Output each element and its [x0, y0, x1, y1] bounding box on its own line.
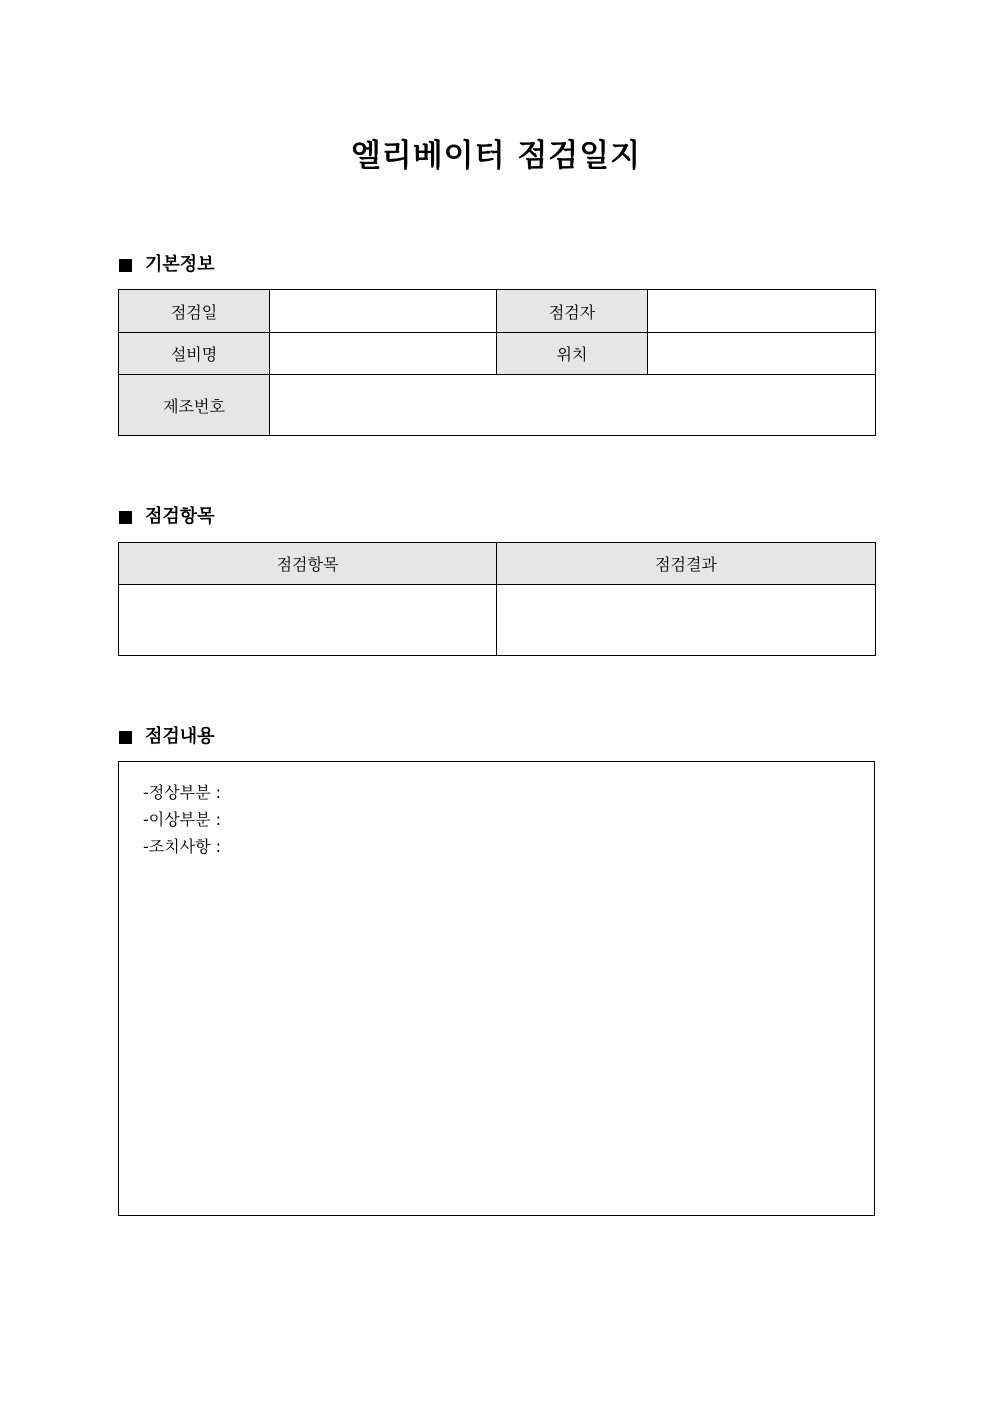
square-bullet-icon — [119, 259, 132, 272]
section-heading-label: 점검내용 — [145, 726, 215, 747]
inspection-date-label: 점검일 — [119, 290, 270, 333]
location-field[interactable] — [648, 333, 876, 375]
inspection-date-field[interactable] — [270, 290, 497, 333]
section-heading-label: 점검항목 — [145, 506, 215, 527]
equipment-name-label: 설비명 — [119, 333, 270, 375]
abnormal-part-line: -이상부분 : — [143, 810, 222, 829]
inspector-field[interactable] — [648, 290, 876, 333]
inspector-label: 점검자 — [497, 290, 648, 333]
serial-number-field[interactable] — [270, 375, 876, 436]
action-taken-line: -조치사항 : — [143, 837, 222, 856]
section-heading-inspection-items — [119, 505, 215, 529]
inspection-content-box[interactable] — [118, 761, 875, 1216]
section-heading-basic-info — [119, 253, 215, 277]
basic-info-table — [118, 289, 876, 436]
inspection-item-cell[interactable] — [119, 585, 497, 656]
location-label: 위치 — [497, 333, 648, 375]
page-title: 엘리베이터 점검일지 — [350, 138, 642, 174]
column-header-inspection-item: 점검항목 — [119, 543, 497, 585]
square-bullet-icon — [119, 731, 132, 744]
square-bullet-icon — [119, 511, 132, 524]
inspection-result-cell[interactable] — [497, 585, 876, 656]
inspection-items-table — [118, 542, 876, 656]
section-heading-inspection-content — [119, 725, 215, 749]
column-header-inspection-result: 점검결과 — [497, 543, 876, 585]
serial-number-label: 제조번호 — [119, 375, 270, 436]
normal-part-line: -정상부분 : — [143, 783, 222, 802]
equipment-name-field[interactable] — [270, 333, 497, 375]
section-heading-label: 기본정보 — [145, 254, 215, 275]
